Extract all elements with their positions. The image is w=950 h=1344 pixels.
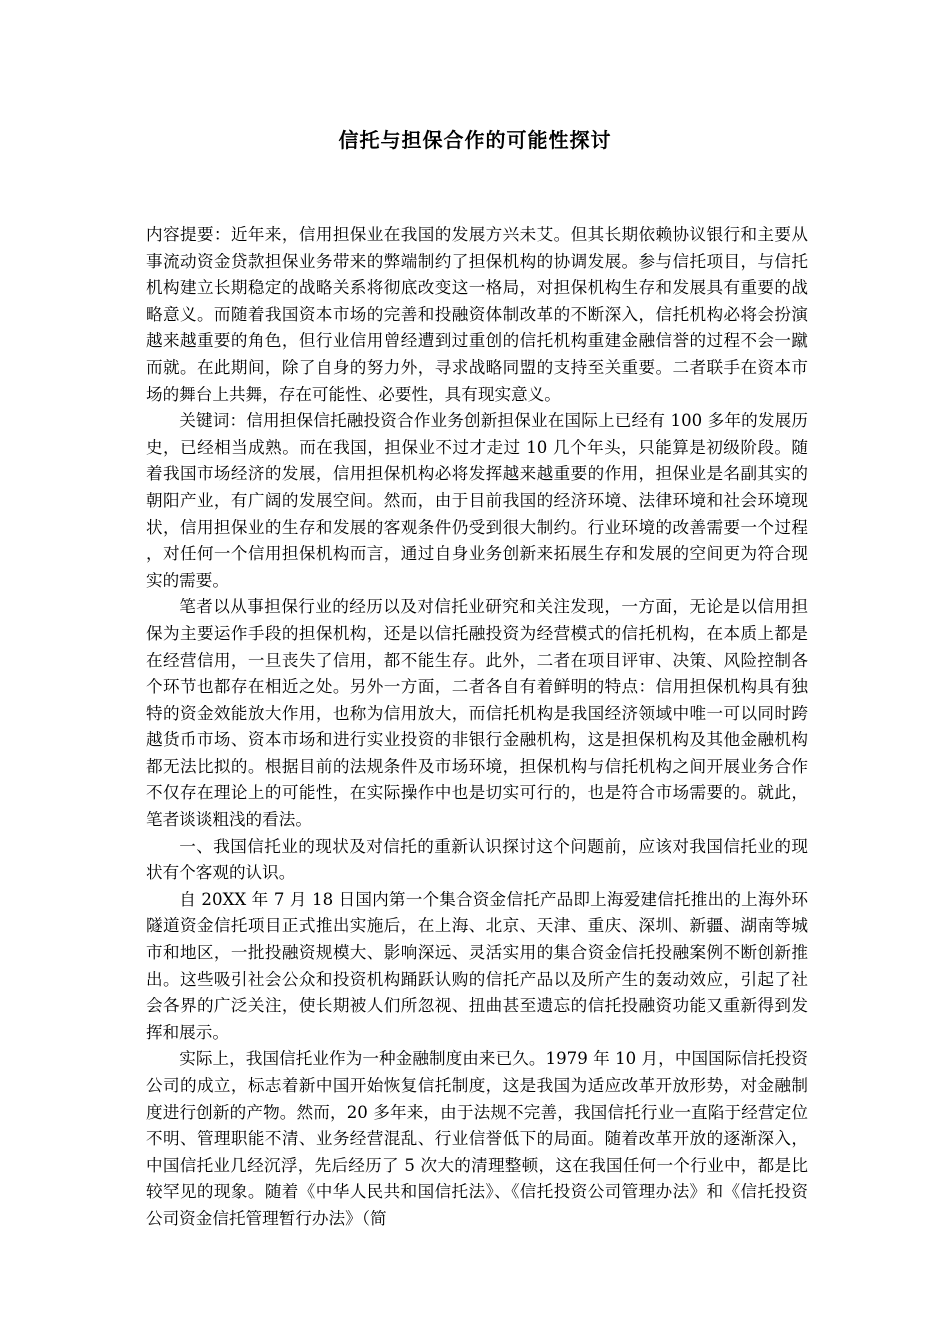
keywords-paragraph: 关键词：信用担保信托融投资合作业务创新担保业在国际上已经有 100 多年的发展历史，已经相当成熟。而在我国，担保业不过才走过 10 几个年头，只能算是初级阶段。随着我国市场经济的发展，信用担保机构必将发挥越来越重要的作用，担保业是名副其实的朝阳产业，有广阔的发展空间。然而，由于目前我国的经济环境、法律环境和社会环境现状，信用担保业的生存和发展的客观条件仍受到很大制约。行业环境的改善需要一个过程，对任何一个信用担保机构而言，通过自身业务创新来拓展生存和发展的空间更为符合现实的需要。 (146, 411, 808, 590)
document-body (146, 222, 808, 1233)
body-paragraph: 实际上，我国信托业作为一种金融制度由来已久。1979 年 10 月，中国国际信托投资公司的成立，标志着新中国开始恢复信托制度，这是我国为适应改革开放形势，对金融制度进行创新的产物。然而，20 多年来，由于法规不完善，我国信托行业一直陷于经营定位不明、管理职能不清、业务经营混乱、行业信誉低下的局面。随着改革开放的逐渐深入，中国信托业几经沉浮，先后经历了 5 次大的清理整顿，这在我国任何一个行业中，都是比较罕见的现象。随着《中华人民共和国信托法》、《信托投资公司管理办法》和《信托投资公司资金信托管理暂行办法》（简 (146, 1049, 808, 1228)
section-heading-paragraph: 一、我国信托业的现状及对信托的重新认识探讨这个问题前，应该对我国信托业的现状有个客观的认识。 (146, 836, 808, 883)
abstract-paragraph: 内容提要：近年来，信用担保业在我国的发展方兴未艾。但其长期依赖协议银行和主要从事流动资金贷款担保业务带来的弊端制约了担保机构的协调发展。参与信托项目，与信托机构建立长期稳定的战略关系将彻底改变这一格局，对担保机构生存和发展具有重要的战略意义。而随着我国资本市场的完善和投融资体制改革的不断深入，信托机构必将会扮演越来越重要的角色，但行业信用曾经遭到过重创的信托机构重建金融信誉的过程不会一蹴而就。在此期间，除了自身的努力外，寻求战略同盟的支持至关重要。二者联手在资本市场的舞台上共舞，存在可能性、必要性，具有现实意义。 (146, 225, 808, 404)
body-paragraph: 笔者以从事担保行业的经历以及对信托业研究和关注发现，一方面，无论是以信用担保为主要运作手段的担保机构，还是以信托融投资为经营模式的信托机构，在本质上都是在经营信用，一旦丧失了信用，都不能生存。此外，二者在项目评审、决策、风险控制各个环节也都存在相近之处。另外一方面，二者各自有着鲜明的特点：信用担保机构具有独特的资金效能放大作用，也称为信用放大，而信托机构是我国经济领域中唯一可以同时跨越货币市场、资本市场和进行实业投资的非银行金融机构，这是担保机构及其他金融机构都无法比拟的。根据目前的法规条件及市场环境，担保机构与信托机构之间开展业务合作不仅存在理论上的可能性，在实际操作中也是切实可行的，也是符合市场需要的。就此，笔者谈谈粗浅的看法。 (146, 597, 808, 830)
body-paragraph: 自 20XX 年 7 月 18 日国内第一个集合资金信托产品即上海爱建信托推出的上海外环隧道资金信托项目正式推出实施后，在上海、北京、天津、重庆、深圳、新疆、湖南等城市和地区，一批投融资规模大、影响深远、灵活实用的集合资金信托投融案例不断创新推出。这些吸引社会公众和投资机构踊跃认购的信托产品以及所产生的轰动效应，引起了社会各界的广泛关注，使长期被人们所忽视、扭曲甚至遗忘的信托投融资功能又重新得到发挥和展示。 (146, 889, 808, 1042)
document-title: 信托与担保合作的可能性探讨 (338, 128, 612, 152)
